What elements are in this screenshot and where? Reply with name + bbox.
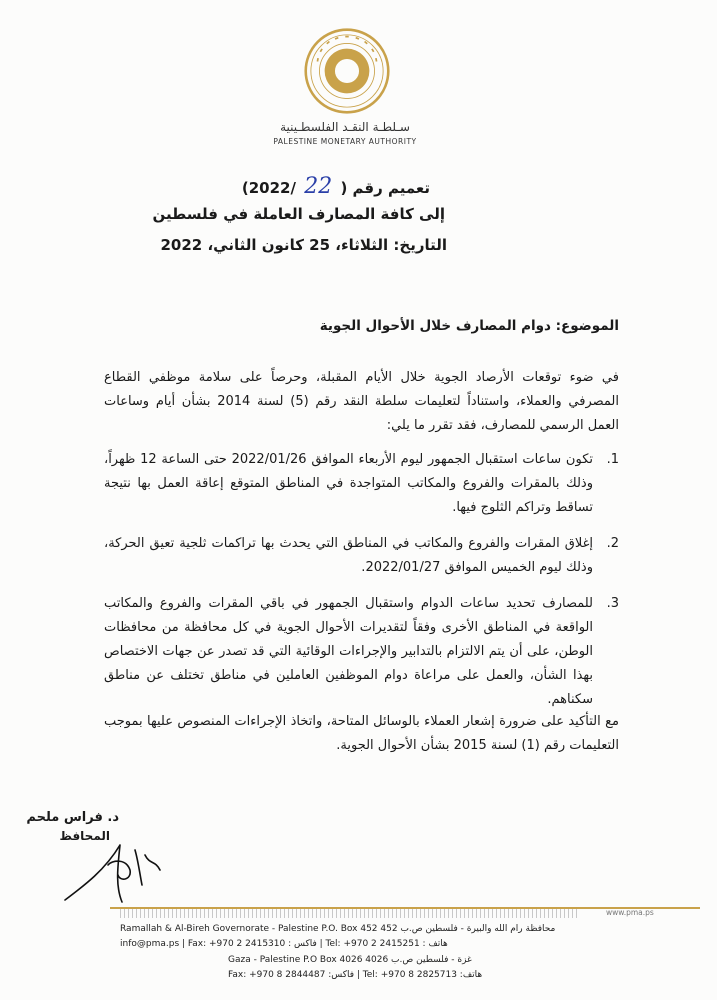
footer-contact-gaza: Fax: +970 8 2844487 :فاكس | Tel: +970 8 2825713 :هاتف xyxy=(228,970,483,980)
recipient-line: إلى كافة المصارف العاملة في فلسطين xyxy=(152,205,445,223)
footer-website: www.pma.ps xyxy=(606,908,654,917)
item-number: 3. xyxy=(606,596,619,611)
signatory-title: المحافظ xyxy=(59,829,110,843)
item-number: 1. xyxy=(606,452,619,467)
item-number: 2. xyxy=(606,536,619,551)
item-text: للمصارف تحديد ساعات الدوام واستقبال الجمهور في باقي المقرات والفروع والمكاتب الواقعة في المناطق الأخرى وفقاً لتقديرات الأحوال الجوية في كل محافظة من محافظات الوطن، على أن يتم الالتزام بالتدابير والإجراءات الوقائية التي قد تصدر عن جهات الاختصاص بهذا الشأن، والعمل على مراعاة دوام الموظفين العاملين في مناطق تختلف عن مناطق سكناهم. xyxy=(104,596,593,707)
intro-paragraph: في ضوء توقعات الأرصاد الجوية خلال الأيام المقبلة، وحرصاً على سلامة موظفي القطاع المصرفي والعملاء، واستناداً لتعليمات سلطة النقد رقم (5) لسنة 2014 بشأن أيام وساعات العمل الرسمي للمصارف، فقد تقرر ما يلي: xyxy=(104,370,619,433)
handwritten-signature xyxy=(60,830,170,905)
item-text: إغلاق المقرات والفروع والمكاتب في المناطق التي يحدث بها تراكمات ثلجية تعيق الحركة، وذلك ليوم الخميس الموافق 2022/01/27. xyxy=(104,536,593,575)
item-text: تكون ساعات استقبال الجمهور ليوم الأربعاء الموافق 2022/01/26 حتى الساعة 12 ظهراً، وذلك بالمقرات والفروع والمكاتب المتواجدة في المناطق المتوقع إعاقة العمل بها نتيجة تساقط وتراكم الثلوج فيها. xyxy=(104,452,593,515)
decision-list xyxy=(104,448,619,724)
circular-year: /2022) xyxy=(241,179,296,197)
signatory-name: د. فراس ملحم xyxy=(26,810,119,825)
pma-logo-seal xyxy=(304,28,390,114)
authority-name-english: PALESTINE MONETARY AUTHORITY xyxy=(273,137,417,146)
list-item xyxy=(104,592,619,712)
circular-handwritten-number: 22 xyxy=(304,174,333,199)
subject-line: الموضوع: دوام المصارف خلال الأحوال الجوية xyxy=(319,318,619,334)
footer-pattern xyxy=(120,909,580,918)
closing-paragraph: مع التأكيد على ضرورة إشعار العملاء بالوسائل المتاحة، واتخاذ الإجراءات المنصوص عليها بموجب التعليمات رقم (1) لسنة 2015 بشأن الأحوال الجوية. xyxy=(104,714,619,753)
circular-number xyxy=(242,174,430,199)
circular-label: تعميم رقم ( xyxy=(340,179,430,197)
authority-name-arabic: سـلطـة النقـد الفلسطـينية xyxy=(280,120,410,134)
footer-address-gaza: Gaza - Palestine P.O Box 4026 غزة - فلسطين ص.ب 4026 xyxy=(228,955,472,965)
list-item xyxy=(104,448,619,520)
footer-contact-ramallah: info@pma.ps | Fax: +970 2 2415310 : فاكس | Tel: +970 2 2415251 : هاتف xyxy=(120,939,448,949)
list-item xyxy=(104,532,619,580)
footer-address-ramallah: Ramallah & Al-Bireh Governorate - Palestine P.O. Box 452 محافظة رام الله والبيرة - فلسطين ص.ب 452 xyxy=(120,924,556,934)
date-line: التاريخ: الثلاثاء، 25 كانون الثاني، 2022 xyxy=(160,236,447,254)
